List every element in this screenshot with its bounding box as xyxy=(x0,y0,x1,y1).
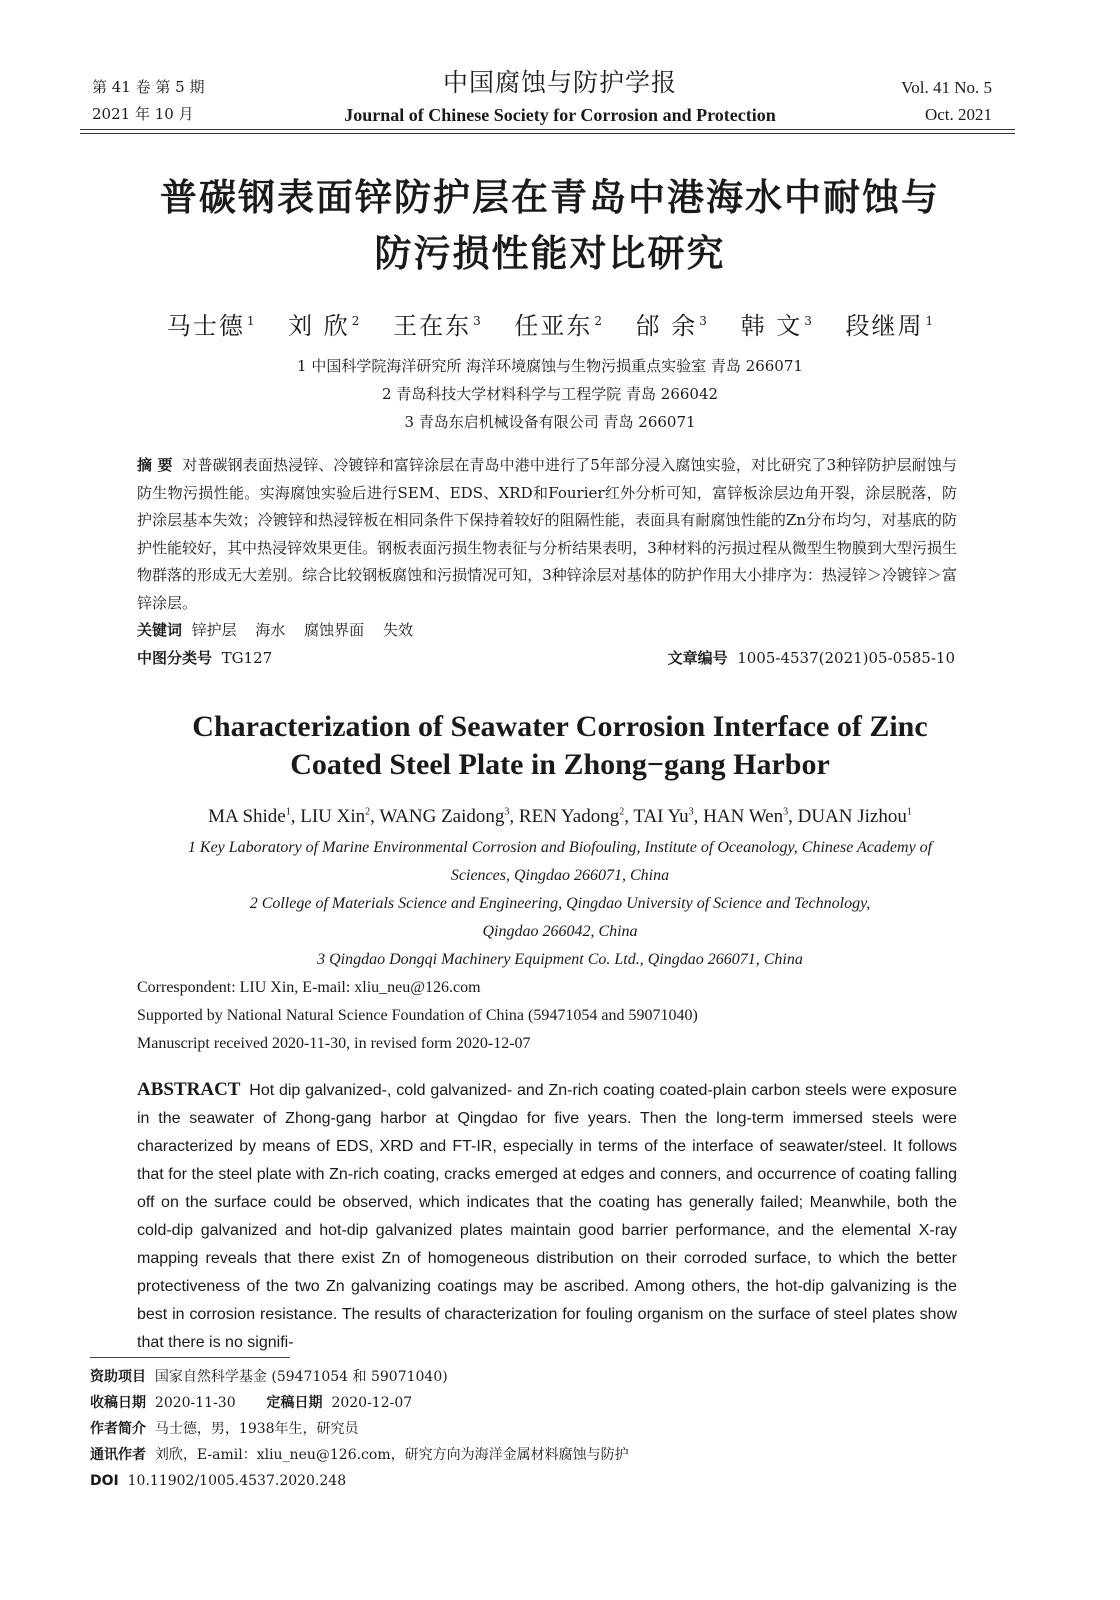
authors-en: MA Shide$^1$, LIU Xin$^2$, WANG Zaidong$^3$, REN Yadong$^2$, TAI Yu$^3$, HAN Wen$^3$, DUAN Jizhou$^1$ xyxy=(208,806,912,827)
author-affil-mark: 1 xyxy=(906,806,912,818)
author-affil-mark: 3 xyxy=(688,806,694,818)
author-affil-mark: 2 xyxy=(594,314,602,328)
author-name: 段继周 xyxy=(845,312,924,340)
affiliation-cn: 2 青岛科技大学材料科学与工程学院 青岛 266042 xyxy=(381,385,719,403)
abstract-cn-text: 对普碳钢表面热浸锌、冷镀锌和富锌涂层在青岛中港中进行了5年部分浸入腐蚀实验，对比研究了3种锌防护层耐蚀与防生物污损性能。实海腐蚀实验后进行SEM、EDS、XRD和Fourier红外分析可知，富锌板涂层边角开裂，涂层脱落，防护涂层基本失效；冷镀锌和热浸锌板在相同条件下保持着较好的阻隔性能，表面具有耐腐蚀性能的Zn分布均匀，对基底的防护性能较好，其中热浸锌效果更佳。钢板表面污损生物表征与分析结果表明，3种材料的污损过程从微型生物膜到大型污损生物群落的形成无大差别。综合比较钢板腐蚀和污损情况可知，3种锌涂层对基体的防护作用大小排序为：热浸锌＞冷镀锌＞富锌涂层。 xyxy=(137,456,957,612)
author-affil-mark: 3 xyxy=(473,314,481,328)
author-name: 马士德 xyxy=(166,312,245,340)
date-en: Oct. 2021 xyxy=(924,105,992,124)
author-name: DUAN Jizhou xyxy=(797,806,907,827)
author-cn xyxy=(636,312,707,340)
footnote-rule xyxy=(90,1357,290,1358)
volume-issue-en: Vol. 41 No. 5 xyxy=(901,78,992,97)
header-left xyxy=(92,74,204,128)
author-name: 刘 欣 xyxy=(288,312,350,340)
footnote-value: 2020-11-30 xyxy=(154,1395,236,1411)
author-name: 邰 余 xyxy=(635,312,698,340)
author-name: 韩 文 xyxy=(740,312,803,340)
article-meta-en xyxy=(137,974,698,1058)
keyword: 失效 xyxy=(382,621,413,639)
journal-title-cn: 中国腐蚀与防护学报 xyxy=(442,68,677,97)
author-name: 王在东 xyxy=(393,312,472,340)
classification-value: TG127 xyxy=(221,649,273,667)
abstract-en-label: ABSTRACT xyxy=(137,1079,241,1100)
classification-label: 中图分类号 xyxy=(137,649,213,667)
title-cn-line1: 普碳钢表面锌防护层在青岛中港海水中耐蚀与 xyxy=(160,176,940,219)
keyword: 锌护层 xyxy=(191,621,237,639)
footnote-funding xyxy=(90,1364,629,1390)
author-affil-mark: 3 xyxy=(699,314,707,328)
affiliation-en: 1 Key Laboratory of Marine Environmental Corrosion and Biofouling, Institute of Oceanology, Chinese Academy of xyxy=(187,839,933,856)
footnote-label: 资助项目 xyxy=(90,1369,146,1385)
abstract-en xyxy=(137,1076,957,1357)
author-cn xyxy=(514,312,602,340)
date-cn: 2021 年 10 月 xyxy=(92,105,194,123)
affiliation-cn: 1 中国科学院海洋研究所 海洋环境腐蚀与生物污损重点实验室 青岛 266071 xyxy=(297,357,803,375)
author-name: HAN Wen xyxy=(703,806,784,827)
affiliations-en xyxy=(120,834,1000,974)
header-center xyxy=(280,66,840,128)
footnote-label: DOI xyxy=(90,1473,119,1489)
affiliation-en: 2 College of Materials Science and Engineering, Qingdao University of Science and Technology, xyxy=(249,895,871,912)
author-name: 任亚东 xyxy=(514,312,593,340)
keywords-cn xyxy=(137,619,427,640)
author-cn xyxy=(741,312,812,340)
author-affil-mark: 3 xyxy=(804,314,812,328)
title-cn-line2: 防污损性能对比研究 xyxy=(374,232,726,275)
article-number-label: 文章编号 xyxy=(667,649,728,667)
journal-title-en: Journal of Chinese Society for Corrosion and Protection xyxy=(344,105,776,125)
abstract-cn-label: 摘 要 xyxy=(137,456,173,474)
footnote-label: 作者简介 xyxy=(90,1421,146,1437)
footnote-dates xyxy=(90,1390,629,1416)
author-cn xyxy=(288,312,359,340)
author-en xyxy=(300,806,370,827)
author-affil-mark: 3 xyxy=(504,806,510,818)
title-en-line1: Characterization of Seawater Corrosion Interface of Zinc xyxy=(192,710,928,743)
footnote-label: 定稿日期 xyxy=(266,1395,323,1411)
author-name: MA Shide xyxy=(208,806,286,827)
author-en xyxy=(703,806,788,827)
author-name: LIU Xin xyxy=(300,806,366,827)
author-en xyxy=(519,806,624,827)
footnote-corresponding xyxy=(90,1442,629,1468)
manuscript-dates: Manuscript received 2020-11-30, in revised form 2020-12-07 xyxy=(137,1035,531,1052)
author-en xyxy=(798,806,912,827)
authors-cn xyxy=(90,306,1010,341)
correspondent: Correspondent: LIU Xin, E-mail: xliu_neu@126.com xyxy=(137,979,481,996)
article-title-en xyxy=(100,708,1020,784)
header-rule-thin xyxy=(80,133,1015,134)
keywords-cn-label: 关键词 xyxy=(137,621,183,639)
volume-issue-cn: 第 41 卷 第 5 期 xyxy=(92,78,205,96)
footnote-value: 刘欣，E-amil：xliu_neu@126.com，研究方向为海洋金属材料腐蚀与防护 xyxy=(154,1447,629,1463)
affiliation-en: 3 Qingdao Dongqi Machinery Equipment Co. Ltd., Qingdao 266071, China xyxy=(317,951,803,968)
footnote-value: 国家自然科学基金 (59471054 和 59071040) xyxy=(154,1369,448,1385)
header-right xyxy=(901,74,992,128)
footnotes xyxy=(90,1364,629,1494)
author-name: WANG Zaidong xyxy=(379,806,505,827)
author-en xyxy=(208,806,291,827)
footnote-label: 收稿日期 xyxy=(90,1395,146,1411)
title-en-line2: Coated Steel Plate in Zhong−gang Harbor xyxy=(290,748,830,781)
article-title-cn xyxy=(90,170,1010,282)
affiliation-en: Sciences, Qingdao 266071, China xyxy=(450,867,670,884)
footnote-value: 2020-12-07 xyxy=(331,1395,413,1411)
abstract-cn xyxy=(137,452,957,617)
author-affil-mark: 3 xyxy=(783,806,789,818)
author-name: REN Yadong xyxy=(518,806,620,827)
abstract-en-text: Hot dip galvanized-, cold galvanized- and Zn-rich coating coated-plain carbon steels were exposure in the seawater of Zhong-gang harbor at Qingdao for five years. Then the long-term immersed steels were characterized by means of EDS, XRD and FT-IR, especially in terms of the interface of seawater/steel. It follows that for the steel plate with Zn-rich coating, cracks emerged at edges and conners, and occurrence of coating falling off on the surface could be observed, which indicates that the coating has generally failed; Meanwhile, both the cold-dip galvanized and hot-dip galvanized plates maintain good barrier performance, and the elemental X-ray mapping reveals that there exist Zn of homogeneous distribution on their corroded surface, to which the better protectiveness of the two Zn galvanizing coatings may be ascribed. Among others, the hot-dip galvanizing is the best in corrosion resistance. The results of characterization for fouling organism on the surface of steel plates show that there is no signifi- xyxy=(137,1082,957,1351)
footnote-value: 10.11902/1005.4537.2020.248 xyxy=(127,1473,347,1489)
footnote-label: 通讯作者 xyxy=(90,1447,146,1463)
author-affil-mark: 2 xyxy=(619,806,625,818)
footnote-value: 马士德，男，1938年生，研究员 xyxy=(154,1421,359,1437)
author-affil-mark: 2 xyxy=(351,314,360,328)
classification-number xyxy=(137,647,272,668)
affiliations-cn xyxy=(90,352,1010,436)
author-affil-mark: 1 xyxy=(285,806,291,818)
author-name: TAI Yu xyxy=(633,806,689,827)
author-affil-mark: 2 xyxy=(365,806,371,818)
article-number xyxy=(668,647,955,668)
footnote-doi xyxy=(90,1468,629,1494)
author-affil-mark: 1 xyxy=(925,314,934,328)
affiliation-cn: 3 青岛东启机械设备有限公司 青岛 266071 xyxy=(404,413,696,431)
affiliation-en: Qingdao 266042, China xyxy=(482,923,638,940)
author-cn xyxy=(845,312,933,340)
keyword: 海水 xyxy=(255,621,286,639)
funding-en: Supported by National Natural Science Foundation of China (59471054 and 59071040) xyxy=(137,1007,698,1024)
author-en xyxy=(379,806,509,827)
header-rule xyxy=(80,129,1015,130)
article-number-value: 1005-4537(2021)05-0585-10 xyxy=(737,649,955,667)
author-affil-mark: 1 xyxy=(246,314,255,328)
author-cn xyxy=(393,312,481,340)
keyword: 腐蚀界面 xyxy=(304,621,365,639)
footnote-author xyxy=(90,1416,629,1442)
author-en xyxy=(633,806,693,827)
author-cn xyxy=(167,312,255,340)
